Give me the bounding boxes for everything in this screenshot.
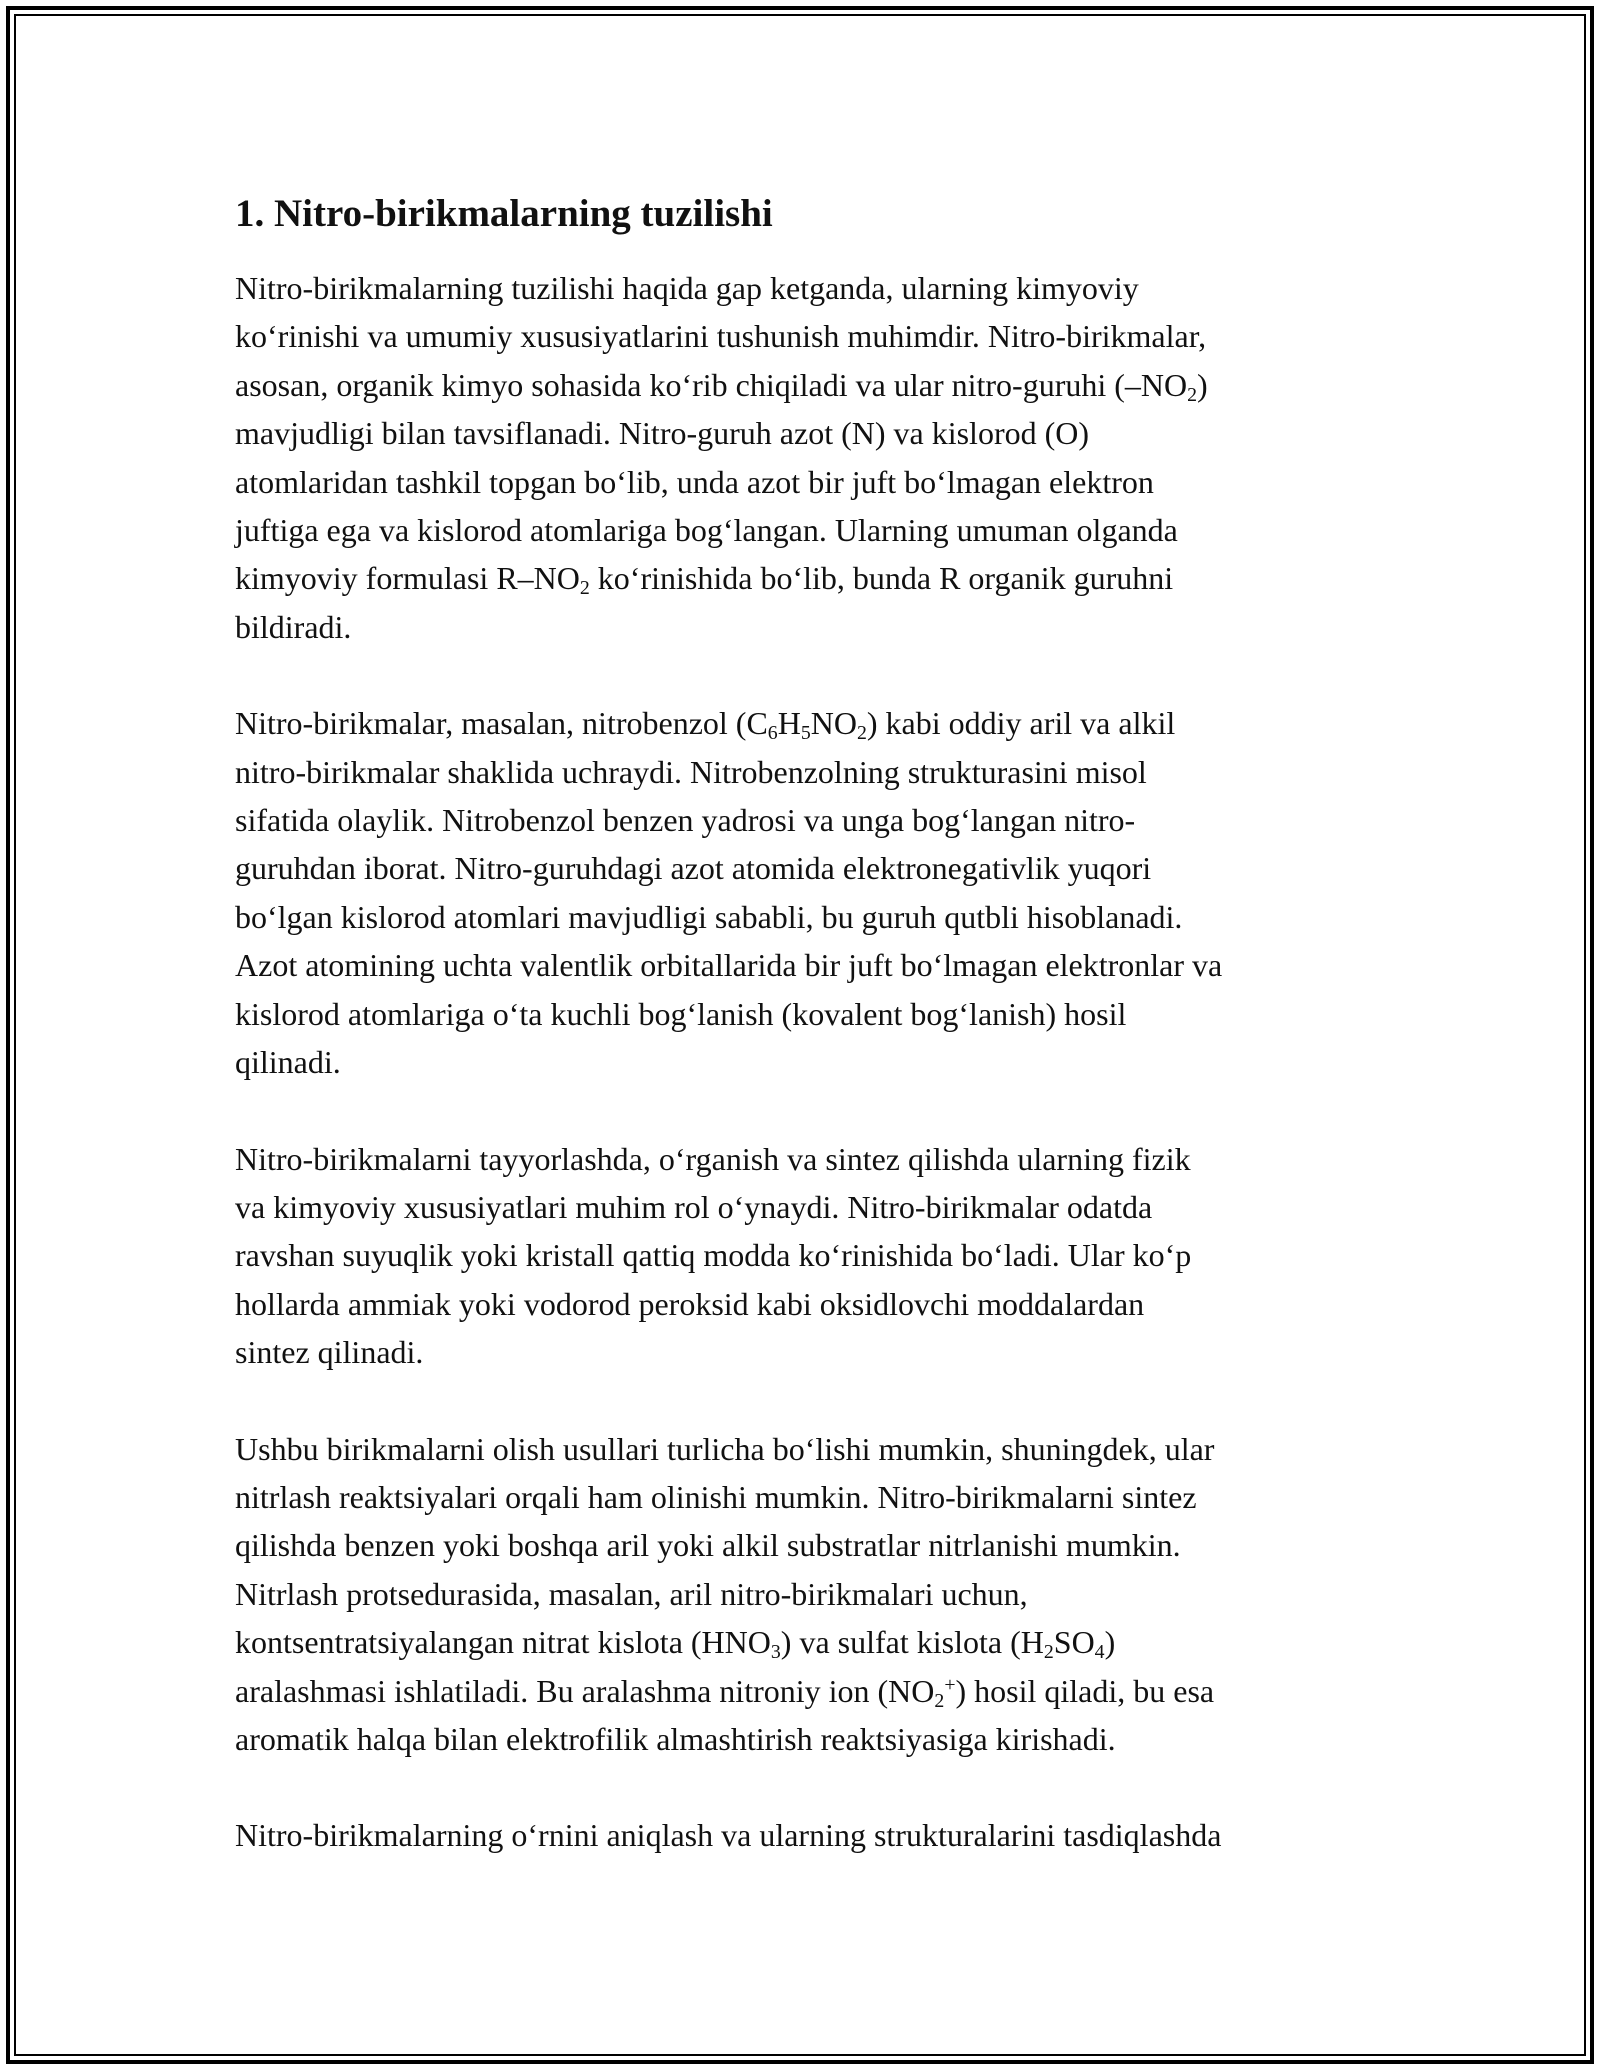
document-body — [235, 188, 1375, 1908]
paragraph-4: Ushbu birikmalarni olish usullari turlicha bo‘lishi mumkin, shuningdek, ular nitrlash reaktsiyalari orqali ham olinishi mumkin. Nitro-birikmalarni sintez qilishda benzen yoki boshqa aril yoki alkil substratlar nitrlanishi mumkin. Nitrlash protsedurasida, masalan, aril nitro-birikmalari uchun, kontsentratsiyalangan nitrat kislota $(HNO_3)$ va sulfat kislota $(H_2SO_4)$ aralashmasi ishlatiladi. Bu aralashma nitroniy ion $(NO_2^+)$ hosil qiladi, bu esa aromatik halqa bilan elektrofilik almashtirish reaktsiyasiga kirishadi. — [235, 1430, 1215, 1757]
paragraph-3: Nitro-birikmalarni tayyorlashda, o‘rganish va sintez qilishda ularning fizik va kimyoviy xususiyatlari muhim rol o‘ynaydi. Nitro-birikmalar odatda ravshan suyuqlik yoki kristall qattiq modda ko‘rinishida bo‘ladi. Ular ko‘p hollarda ammiak yoki vodorod peroksid kabi oksidlovchi moddalardan sintez qilinadi. — [235, 1140, 1192, 1371]
paragraph-2: Nitro-birikmalar, masalan, nitrobenzol $(C_6H_5NO_2)$ kabi oddiy aril va alkil nitro-birikmalar shaklida uchraydi. Nitrobenzolning strukturasini misol sifatida olaylik. Nitrobenzol benzen yadrosi va unga bog‘langan nitro- guruhdan iborat. Nitro-guruhdagi azot atomida elektronegativlik yuqori bo‘lgan kislorod atomlari mavjudligi sababli, bu guruh qutbli hisoblanadi. Azot atomining uchta valentlik orbitallarida bir juft bo‘lmagan elektronlar va kislorod atomlariga o‘ta kuchli bog‘lanish (kovalent bog‘lanish) hosil qilinadi. — [235, 705, 1223, 1081]
section-heading: 1. Nitro-birikmalarning tuzilishi — [235, 192, 773, 235]
paragraph-1: Nitro-birikmalarning tuzilishi haqida gap ketganda, ularning kimyoviy ko‘rinishi va umumiy xususiyatlarini tushunish muhimdir. Nitro-birikmalar, asosan, organik kimyo sohasida ko‘rib chiqiladi va ular nitro-guruhi $(-NO_2)$ mavjudligi bilan tavsiflanadi. Nitro-guruh azot (N) va kislorod (O) atomlaridan tashkil topgan bo‘lib, unda azot bir juft bo‘lmagan elektron juftiga ega va kislorod atomlariga bog‘langan. Ularning umuman olganda kimyoviy formulasi $R-NO_2$ ko‘rinishida bo‘lib, bunda R organik guruhni bildiradi. — [235, 270, 1208, 645]
paragraph-5: Nitro-birikmalarning o‘rnini aniqlash va ularning strukturalarini tasdiqlashda — [235, 1817, 1222, 1854]
